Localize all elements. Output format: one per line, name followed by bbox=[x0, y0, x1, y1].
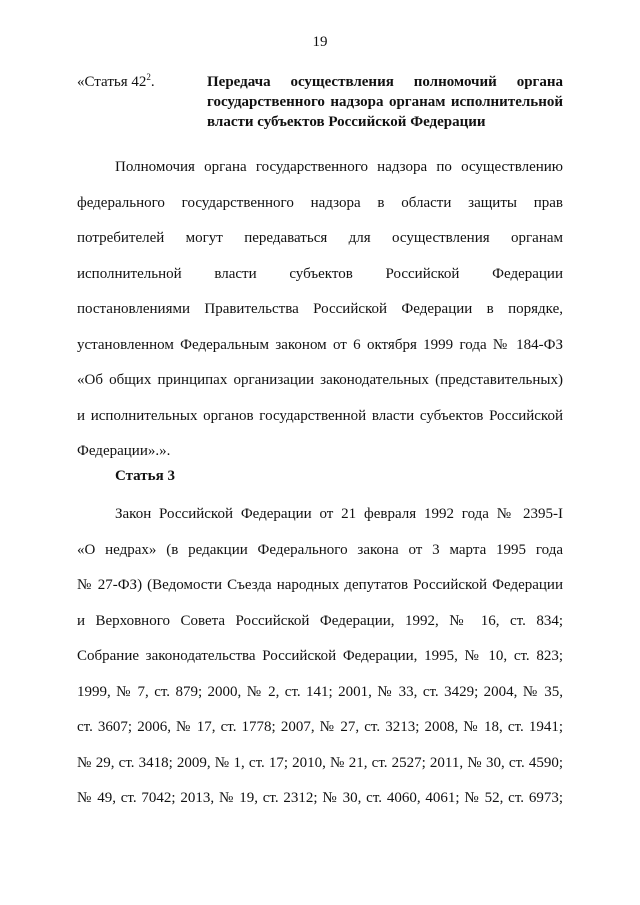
paragraph-line: «О недрах» (в редакции Федерального закона от 3 марта 1995 года bbox=[77, 541, 563, 558]
paragraph-law-on-subsoil bbox=[77, 497, 563, 817]
article-42-2-heading bbox=[77, 72, 563, 132]
paragraph-line: № 29, ст. 3418; 2009, № 1, ст. 17; 2010, № 21, ст. 2527; 2011, № 30, ст. 4590; bbox=[77, 754, 563, 771]
paragraph-line: и исполнительных органов государственной власти субъектов Российской bbox=[77, 407, 563, 424]
article-prefix-text: «Статья 42 bbox=[77, 74, 147, 90]
paragraph-line: постановлениями Правительства Российской Федерации в порядке, bbox=[77, 301, 563, 317]
article-42-2-number bbox=[77, 72, 207, 132]
paragraph-line: установленном Федеральным законом от 6 октября 1999 года № 184-ФЗ bbox=[77, 336, 563, 353]
paragraph-line: Собрание законодательства Российской Федерации, 1995, № 10, ст. 823; bbox=[77, 648, 563, 664]
paragraph-line: федерального государственного надзора в области защиты прав bbox=[77, 194, 563, 211]
paragraph-line: Закон Российской Федерации от 21 февраля 1992 года № 2395-I bbox=[115, 506, 563, 522]
page-number: 19 bbox=[312, 34, 328, 50]
paragraph-line: Полномочия органа государственного надзора по осуществлению bbox=[115, 159, 563, 175]
article-prefix-suffix: . bbox=[150, 74, 155, 90]
paragraph-line: ст. 3607; 2006, № 17, ст. 1778; 2007, № 27, ст. 3213; 2008, № 18, ст. 1941; bbox=[77, 719, 563, 735]
paragraph-line: исполнительной власти субъектов Российской Федерации bbox=[77, 265, 563, 282]
paragraph-line: 1999, № 7, ст. 879; 2000, № 2, ст. 141; 2001, № 33, ст. 3429; 2004, № 35, bbox=[77, 683, 563, 700]
article-3-heading: Статья 3 bbox=[115, 468, 175, 484]
paragraph-line: Федерации».». bbox=[77, 443, 171, 459]
paragraph-line: «Об общих принципах организации законодательных (представительных) bbox=[77, 372, 563, 388]
article-superscript: 2 bbox=[146, 72, 151, 82]
paragraph-line: потребителей могут передаваться для осуществления органам bbox=[77, 230, 563, 246]
paragraph-delegation bbox=[77, 150, 563, 470]
paragraph-line: № 49, ст. 7042; 2013, № 19, ст. 2312; № 30, ст. 4060, 4061; № 52, ст. 6973; bbox=[77, 790, 563, 806]
article-42-2-title: Передача осуществления полномочий органа государственного надзора органам исполнительной власти субъектов Российской Федерации bbox=[207, 74, 563, 130]
paragraph-line: № 27-ФЗ) (Ведомости Съезда народных депутатов Российской Федерации bbox=[77, 577, 563, 593]
paragraph-line: и Верховного Совета Российской Федерации, 1992, № 16, ст. 834; bbox=[77, 612, 563, 629]
